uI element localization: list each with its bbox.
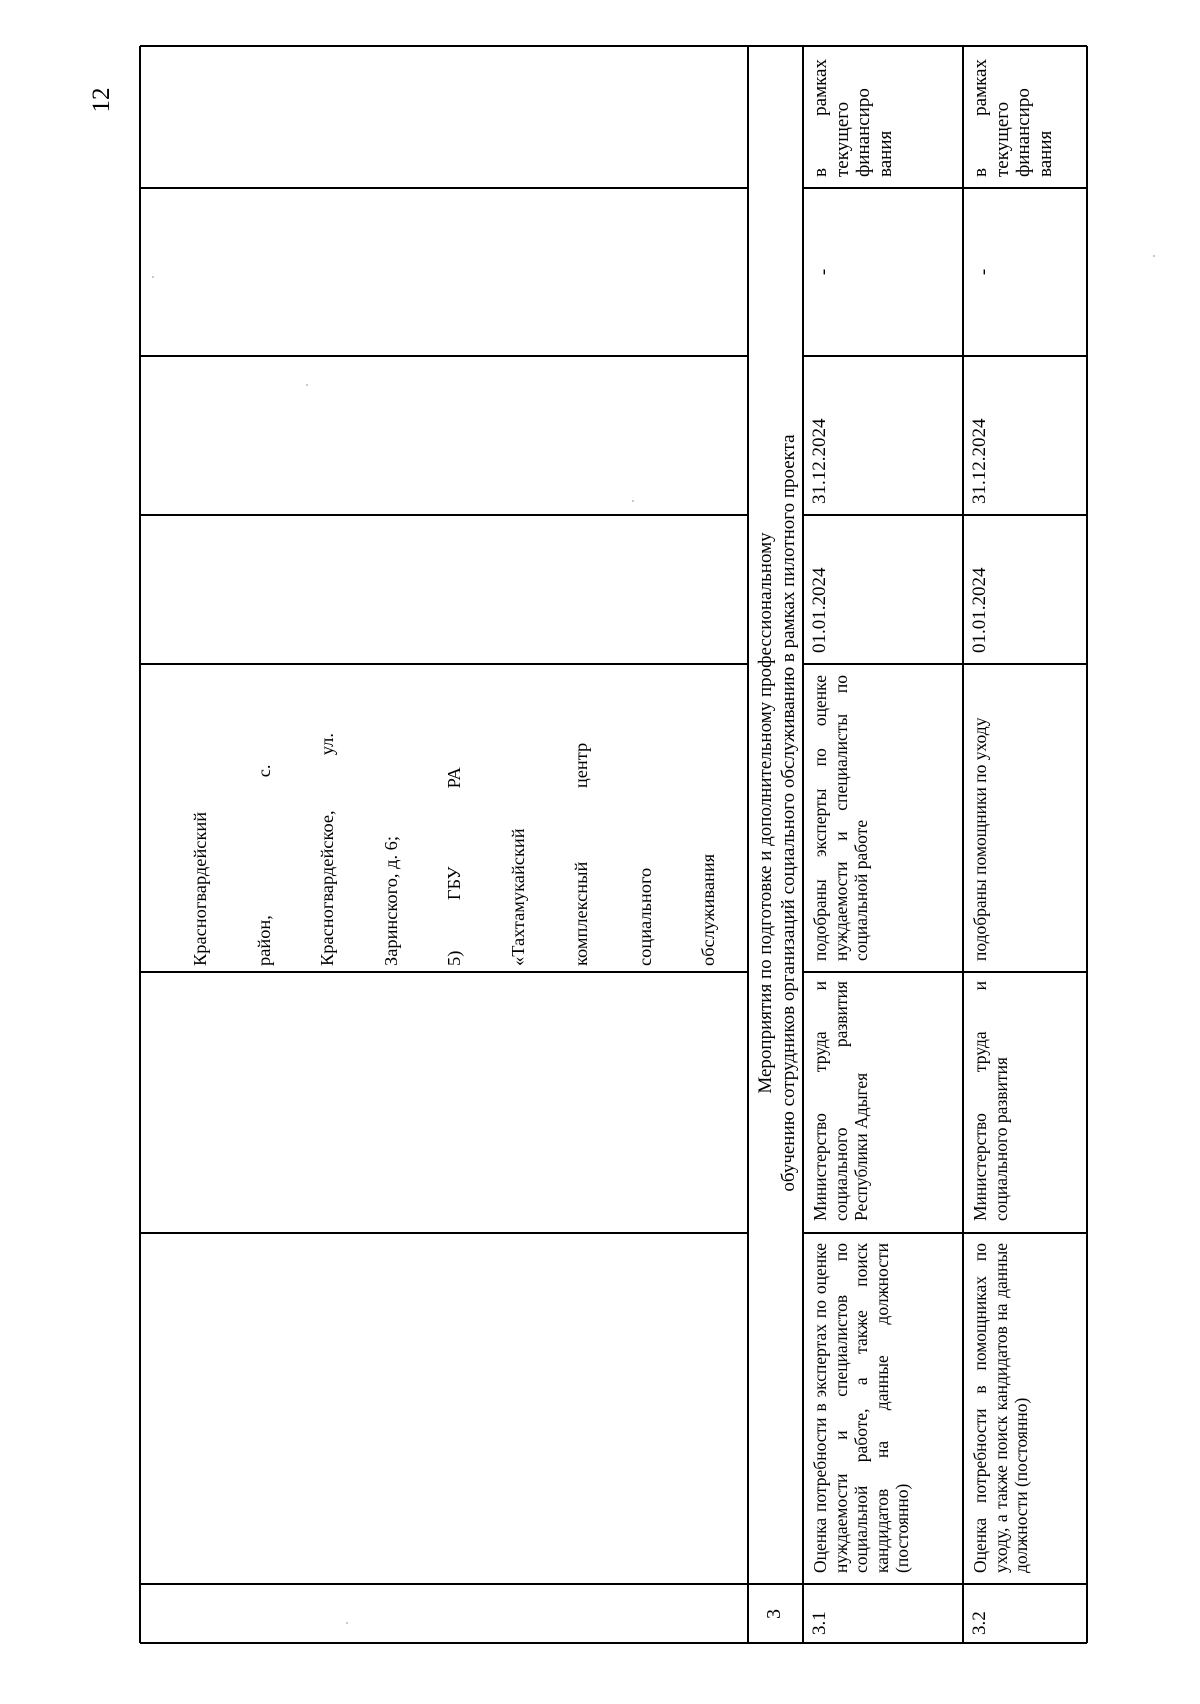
address-line: Заринского, д. 6; [380,836,401,966]
scan-speck [1153,255,1155,257]
amount-cell: - [813,268,834,276]
row-number: 3.2 [969,1611,990,1635]
measure-cell: Оценка потребности в экспертах по оценке нуждаемости и специалистов по социальной работе, а также поиск кандидатов на данные должности (постоянно) [810,1243,913,1573]
section-title-line: Мероприятия по подготовке и дополнительному профессиональному [755,532,776,1094]
responsible-cell: Министерство труда и социального развития Республики Адыгея [810,981,872,1221]
end-date-cell: 31.12.2024 [809,418,830,504]
address-line: «Тахтамукайский [507,828,528,966]
scan-speck [632,500,634,502]
page-number: 12 [88,87,115,113]
address-line: 5) ГБУ РА [444,767,465,966]
section-title [754,46,802,1580]
address-line: Красногвардейский [190,811,211,966]
scan-speck [346,1622,348,1624]
address-line: обслуживания [698,853,719,966]
address-line: комплексный центр [571,742,592,966]
continuation-address-cell [146,664,732,970]
section-title-line: обучению сотрудников организаций социального обслуживанию в рамках пилотного проекта [777,434,799,1192]
scan-speck [306,384,308,386]
measure-cell: Оценка потребности в помощниках по уходу, а также поиск кандидатов на данные должности (постоянно) [970,1243,1032,1573]
row-number: 3.1 [809,1611,830,1635]
address-line: социального [634,867,655,966]
result-cell: подобраны помощники по уходу [970,717,990,961]
amount-cell: - [973,268,994,276]
start-date-cell: 01.01.2024 [809,567,830,653]
scan-speck [152,276,154,278]
source-cell: в рамках текущего финансиро вания [970,59,1056,177]
start-date-cell: 01.01.2024 [969,567,990,653]
source-cell: в рамках текущего финансиро вания [810,59,896,177]
address-line: район, с. [253,764,274,966]
responsible-cell: Министерство труда и социального развития [970,981,1011,1221]
result-cell: подобраны эксперты по оценке нуждаемости и специалисты по социальной работе [810,675,872,961]
end-date-cell: 31.12.2024 [969,418,990,504]
address-line: Красногвардейское, ул. [317,733,338,966]
section-number: 3 [763,1609,785,1619]
